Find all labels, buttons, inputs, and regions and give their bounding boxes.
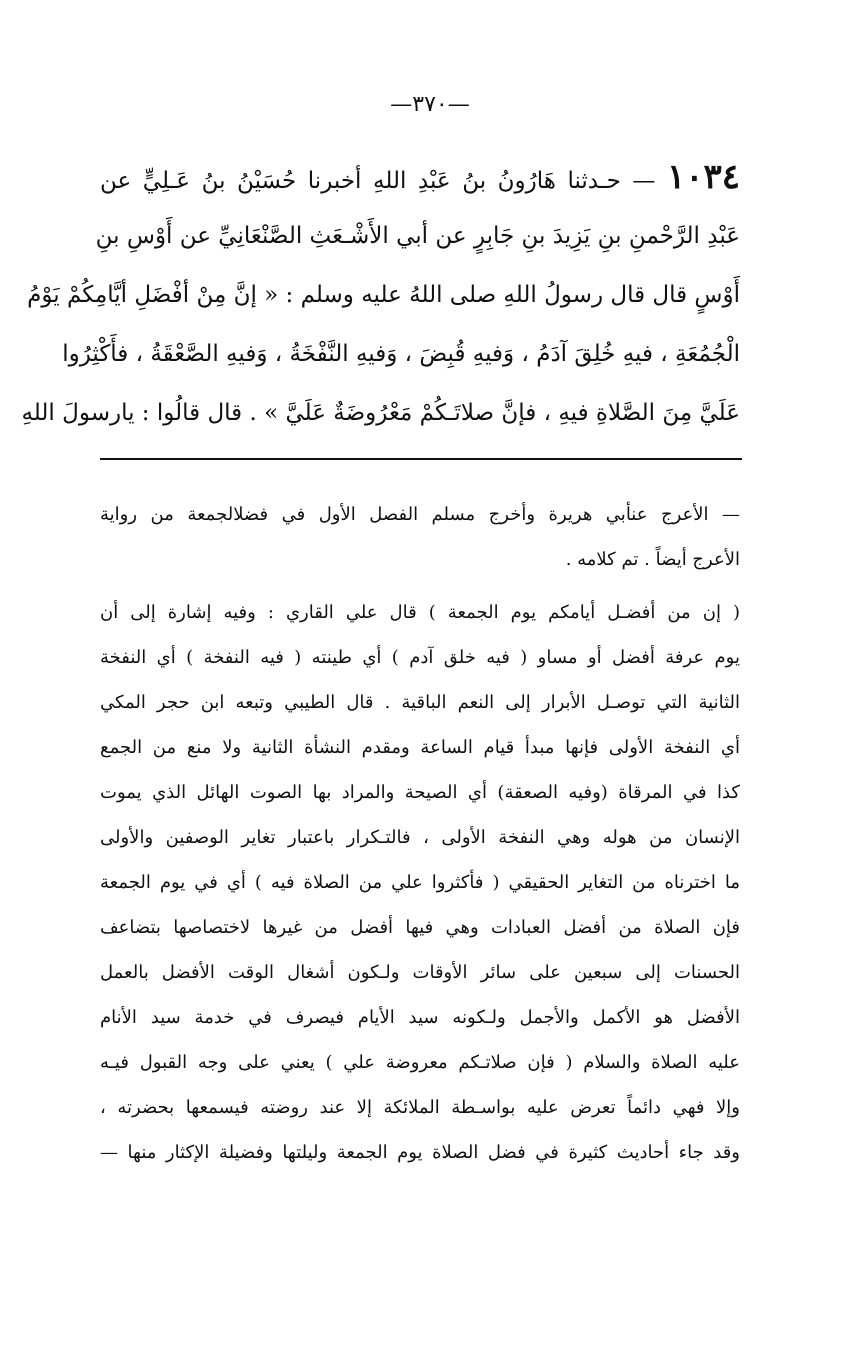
commentary-line: ما اخترناه من التغاير الحقيقي ( فأكثروا علي من الصلاة فيه ) أي في يوم الجمعة: [100, 872, 740, 893]
commentary-line: يوم عرفة أفضل أو مساو ( فيه خلق آدم ) أي طينته ( فيه النفخة ) أي النفخة: [100, 647, 740, 668]
commentary-line: الأعرج أيضاً . تم كلامه .: [565, 549, 740, 570]
commentary-line: وقد جاء أحاديث كثيرة في فضل الصلاة يوم الجمعة وليلتها وفضيلة الإكثار منها —: [100, 1142, 740, 1163]
hadith-line: الْجُمُعَةِ ، فيهِ خُلِقَ آدَمُ ، وَفيهِ قُبِضَ ، وَفيهِ النَّفْخَةُ ، وَفيهِ الصَّعْقَةُ ، فأَكْثِرُوا: [62, 341, 740, 367]
commentary-line: وإلا فهي دائماً تعرض عليه بواسـطة الملائكة إلا عند روضته فيسمعها بحضرته ،: [100, 1097, 740, 1118]
commentary-line: ( إن من أفضـل أيامكم يوم الجمعة ) قال علي القاري : وفيه إشارة إلى أن: [100, 602, 740, 623]
hadith-number: ١٠٣٤: [666, 157, 740, 197]
hadith-text: [21, 148, 740, 443]
footnote-divider: [100, 458, 742, 460]
hadith-line: عَبْدِ الرَّحْمنِ بنِ يَزِيدَ بنِ جَابِرٍ عن أبي الأَشْـعَثِ الصَّنْعَانِيِّ عن أَوْسِ بنِ: [95, 223, 740, 249]
commentary-text: [100, 492, 740, 1175]
hadith-line: عَلَيَّ مِنَ الصَّلاةِ فيهِ ، فإنَّ صلاتَـكُمْ مَعْرُوضَةٌ عَلَيَّ » . قال قالُوا : يارسولَ اللهِ: [21, 400, 740, 426]
commentary-line: عليه الصلاة والسلام ( فإن صلاتـكم معروضة علي ) يعني على وجه القبول فيـه: [100, 1052, 740, 1073]
commentary-line: فإن الصلاة من أفضل العبادات وهي فيها أفضل من غيرها لاختصاصها بتضاعف: [100, 917, 740, 938]
commentary-line: — الأعرج عنأبي هريرة وأخرج مسلم الفصل الأول في فضلالجمعة من رواية: [100, 504, 740, 525]
hadith-line: أَوْسٍ قال قال رسولُ اللهِ صلى اللهُ عليه وسلم : « إنَّ مِنْ أفْضَلِ أيَّامِكُمْ يَوْمُ: [27, 282, 740, 308]
commentary-line: الإنسان من هوله وهي النفخة الأولى ، فالتـكرار باعتبار تغاير الوصفين والأولى: [100, 827, 740, 848]
commentary-line: كذا في المرقاة (وفيه الصعقة) أي الصيحة والمراد بها الصوت الهائل الذي يموت: [100, 782, 740, 803]
commentary-line: الأفضل هو الأكمل والأجمل ولـكونه سيد الأيام فيصرف في خدمة سيد الأنام: [100, 1007, 740, 1028]
commentary-line: أي النفخة الأولى فإنها مبدأ قيام الساعة ومقدم النشأة الثانية ولا منع من الجمع: [100, 737, 740, 758]
commentary-line: الحسنات إلى سبعين على سائر الأوقات ولـكون أشغال الوقت الأفضل بالعمل: [100, 962, 740, 983]
hadith-line-text: — حـدثنا هَارُونُ بنُ عَبْدِ اللهِ أخبرنا حُسَيْنُ بنُ عَـلِيٍّ عن: [100, 168, 656, 194]
page-number: —٣٧٠—: [390, 92, 470, 117]
commentary-line: الثانية التي توصـل الأبرار إلى النعم الباقية . قال الطيبي وتبعه ابن حجر المكي: [100, 692, 740, 713]
hadith-line: [100, 148, 740, 207]
